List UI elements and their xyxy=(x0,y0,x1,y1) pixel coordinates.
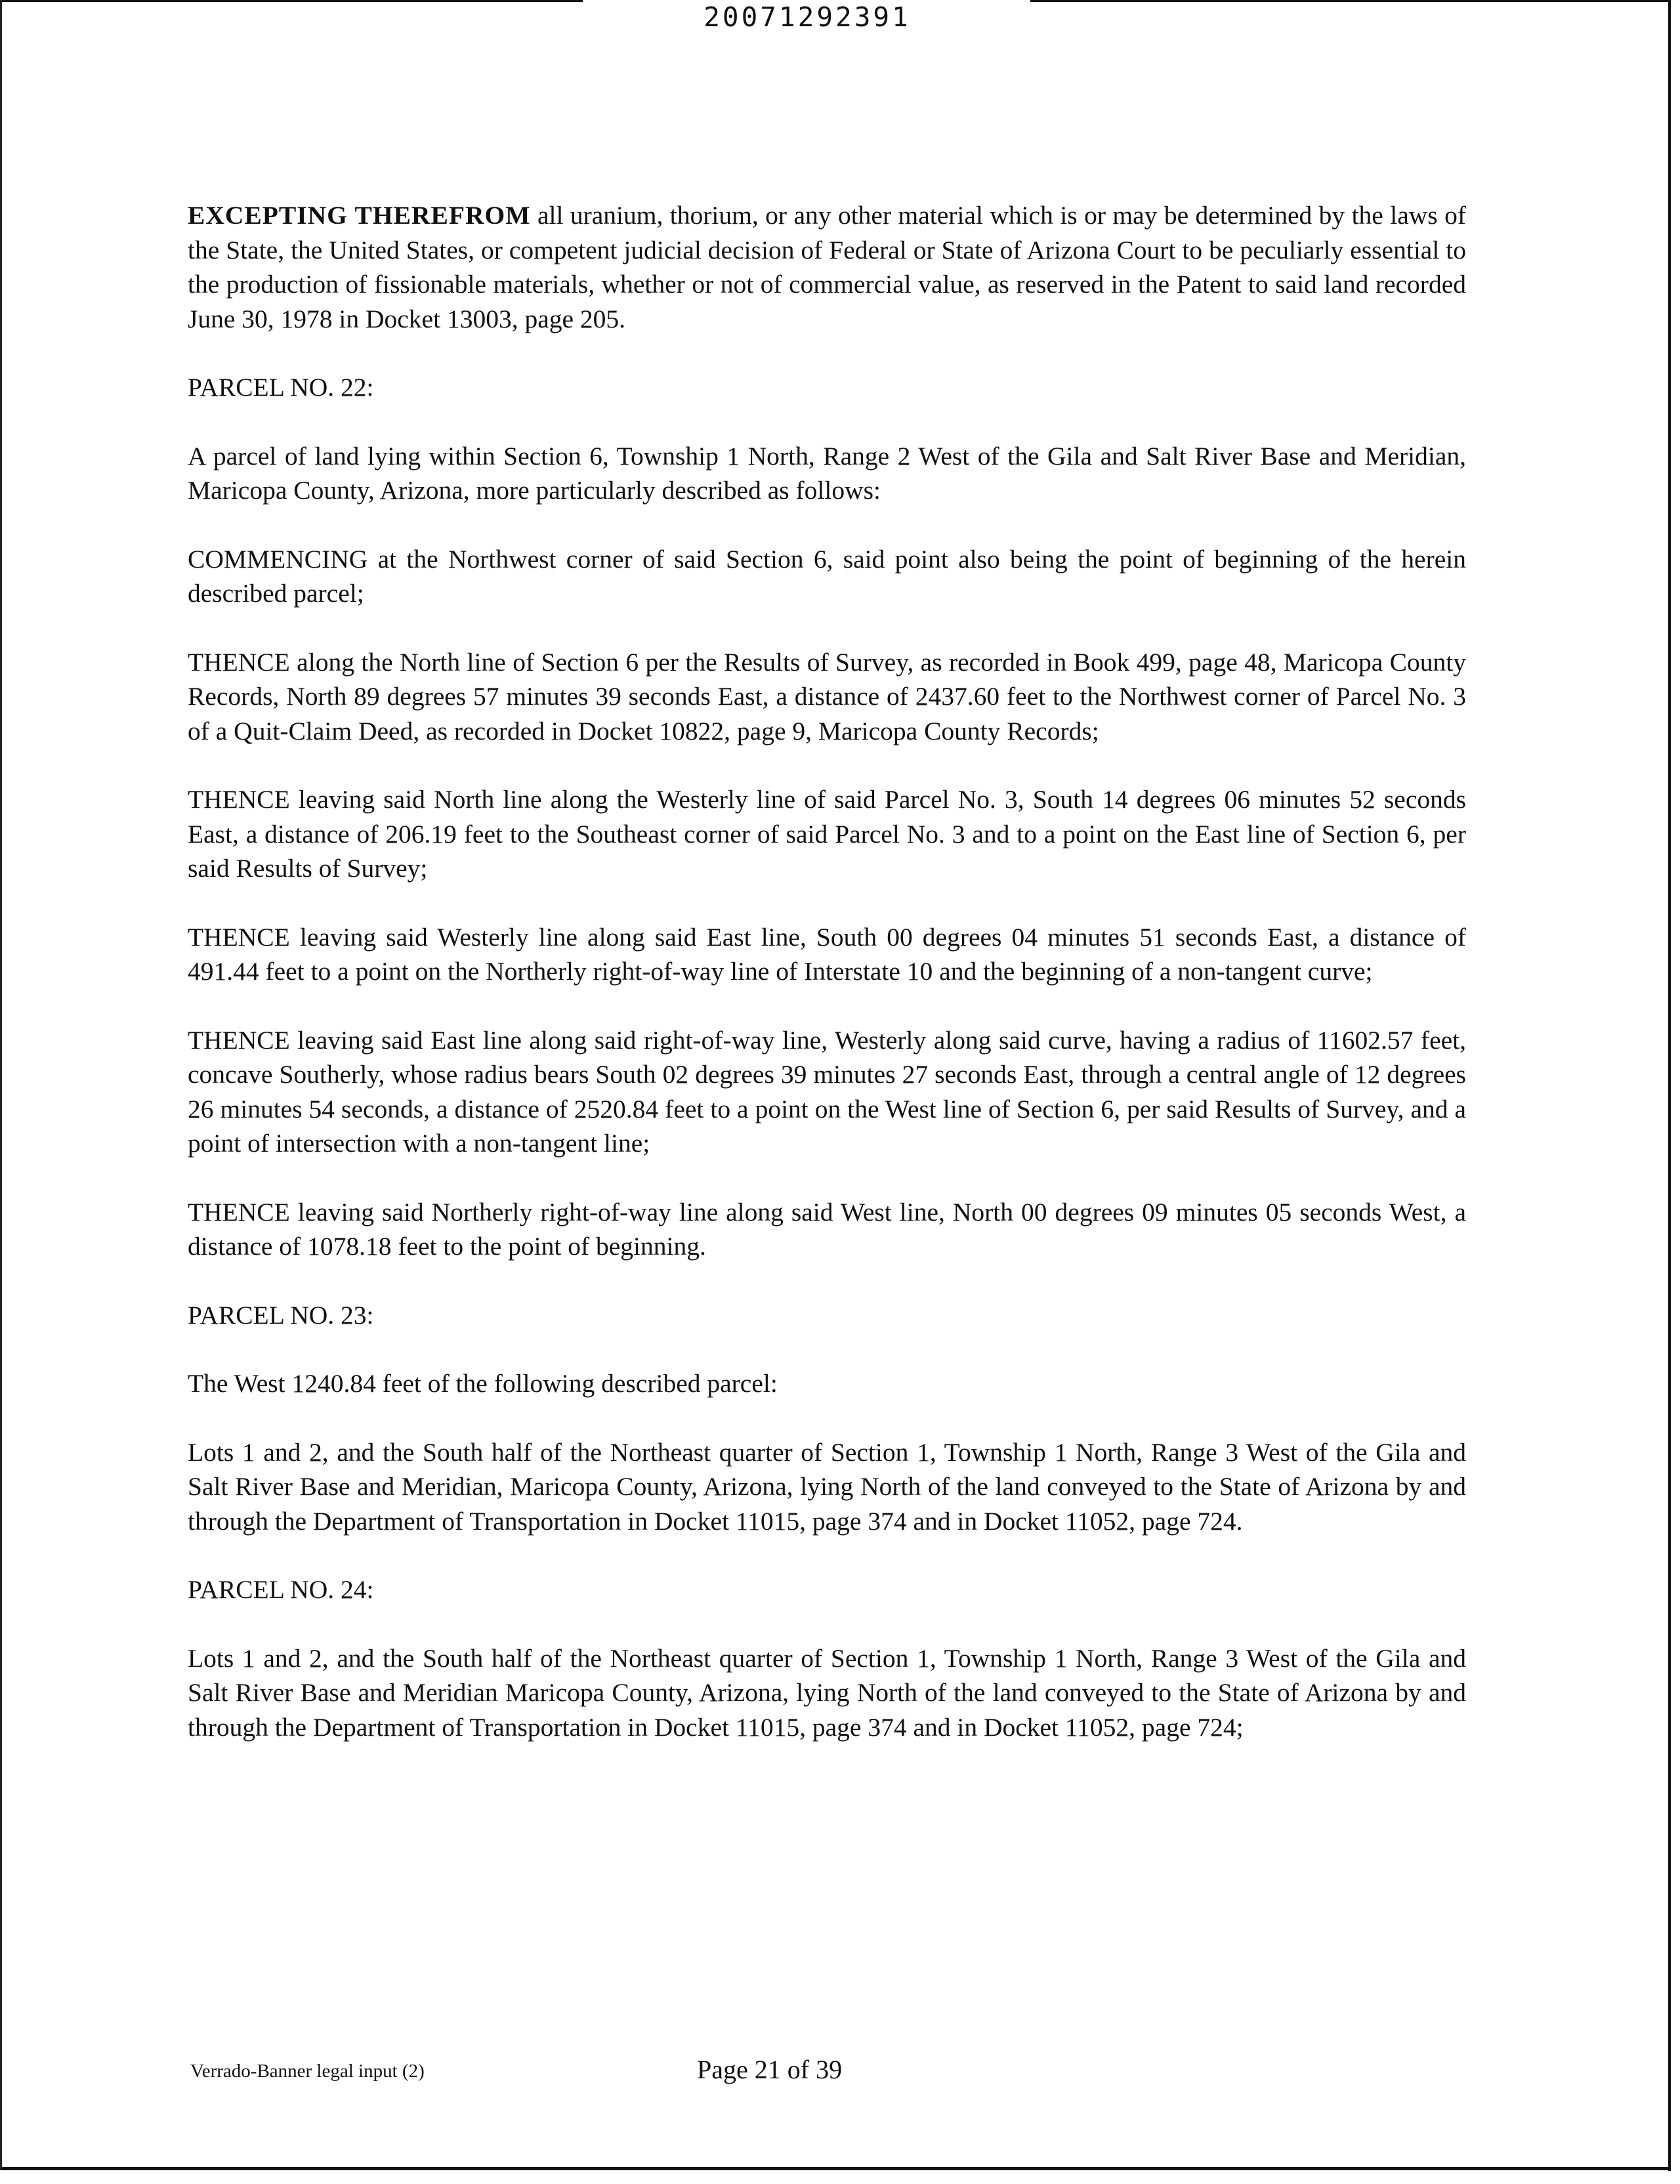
parcel-24-lots: Lots 1 and 2, and the South half of the Northeast quarter of Section 1, Township 1 North, Range 3 West of the Gila and Salt River Base and Meridian Maricopa County, Arizona, lying North of the land conveyed to the State of Arizona by and through the Department of Transportation in Docket 11015, page 374 and in Docket 11052, page 724; xyxy=(188,1643,1466,1742)
document-number: 20071292391 xyxy=(704,1,911,33)
parcel-22-thence-2: THENCE leaving said North line along the Westerly line of said Parcel No. 3, South 14 degrees 06 minutes 52 seconds East, a distance of 206.19 feet to the Southeast corner of said Parcel No. 3 and to a point on the East line of Section 6, per said Results of Survey; xyxy=(188,785,1466,883)
footer-file-label: Verrado-Banner legal input (2) xyxy=(190,2061,425,2082)
page-border-right xyxy=(1668,0,1671,2171)
page-border-bottom xyxy=(0,2167,1671,2170)
parcel-22-thence-5: THENCE leaving said Northerly right-of-way line along said West line, North 00 degrees 09 minutes 05 seconds West, a distance of 1078.18 feet to the point of beginning. xyxy=(188,1197,1466,1261)
excepting-paragraph xyxy=(188,198,1466,336)
parcel-23-lots: Lots 1 and 2, and the South half of the Northeast quarter of Section 1, Township 1 North, Range 3 West of the Gila and Salt River Base and Meridian, Maricopa County, Arizona, lying North of the land conveyed to the State of Arizona by and through the Department of Transportation in Docket 11015, page 374 and in Docket 11052, page 724. xyxy=(188,1437,1466,1536)
excepting-text: all uranium, thorium, or any other material which is or may be determined by the laws of the State, the United States, or competent judicial decision of Federal or State of Arizona Court to be peculiarly essential to the production of fissionable materials, whether or not of commercial value, as reserved in the Patent to said land recorded June 30, 1978 in Docket 13003, page 205. xyxy=(188,201,1467,333)
footer-page-number: Page 21 of 39 xyxy=(697,2055,843,2084)
parcel-23-heading: PARCEL NO. 23: xyxy=(188,1300,374,1330)
document-body xyxy=(188,198,1466,1778)
parcel-22-commencing: COMMENCING at the Northwest corner of said Section 6, said point also being the point of beginning of the herein described parcel; xyxy=(188,544,1466,608)
parcel-22-thence-4: THENCE leaving said East line along said right-of-way line, Westerly along said curve, having a radius of 11602.57 feet, concave Southerly, whose radius bears South 02 degrees 39 minutes 27 seconds East, through a central angle of 12 degrees 26 minutes 54 seconds, a distance of 2520.84 feet to a point on the West line of Section 6, per said Results of Survey, and a point of intersection with a non-tangent line; xyxy=(188,1025,1466,1158)
parcel-22-heading: PARCEL NO. 22: xyxy=(188,373,374,402)
parcel-22-thence-3: THENCE leaving said Westerly line along said East line, South 00 degrees 04 minutes 51 seconds East, a distance of 491.44 feet to a point on the Northerly right-of-way line of Interstate 10 and the beginning of a non-tangent curve; xyxy=(188,922,1466,986)
excepting-lead: EXCEPTING THEREFROM xyxy=(188,201,531,230)
parcel-23-intro: The West 1240.84 feet of the following described parcel: xyxy=(188,1369,778,1398)
parcel-22-thence-1: THENCE along the North line of Section 6 per the Results of Survey, as recorded in Book 499, page 48, Maricopa County Records, North 89 degrees 57 minutes 39 seconds East, a distance of 2437.60 feet to the Northwest corner of Parcel No. 3 of a Quit-Claim Deed, as recorded in Docket 10822, page 9, Maricopa County Records; xyxy=(188,647,1466,746)
parcel-24-heading: PARCEL NO. 24: xyxy=(188,1575,374,1604)
parcel-22-intro: A parcel of land lying within Section 6, Township 1 North, Range 2 West of the Gila and Salt River Base and Meridian, Maricopa County, Arizona, more particularly described as follows: xyxy=(188,441,1466,505)
page-border-left xyxy=(0,0,2,2170)
